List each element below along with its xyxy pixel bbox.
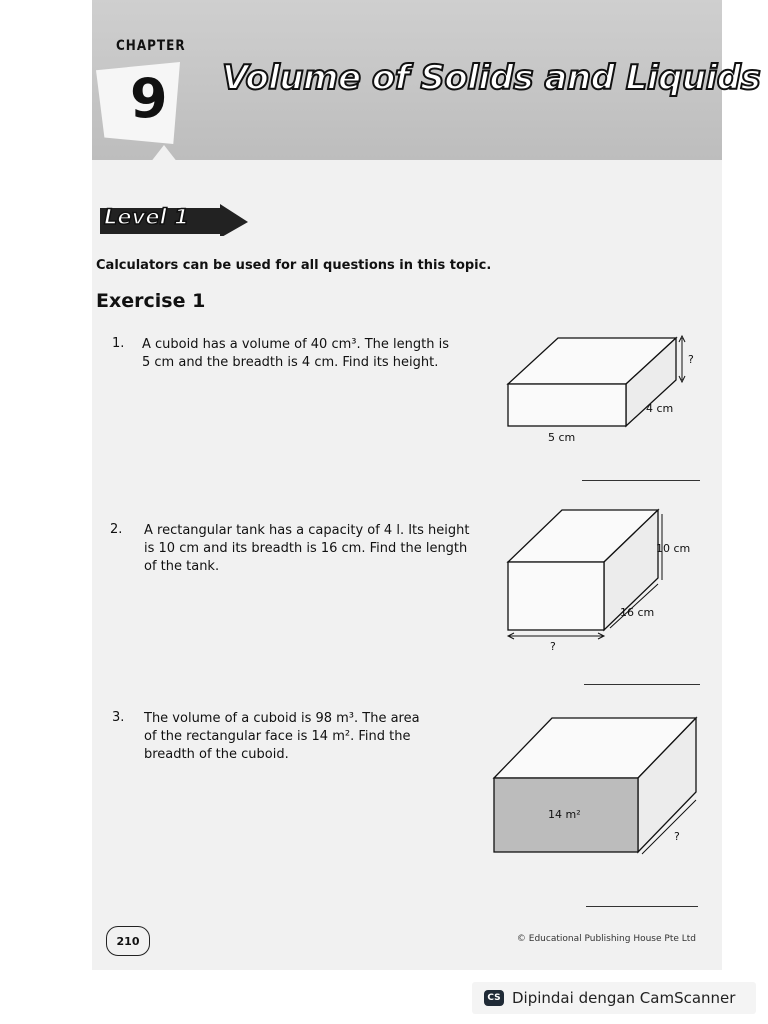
question-2-breadth-label: 16 cm bbox=[620, 606, 655, 619]
question-1-answer-line bbox=[582, 480, 700, 481]
question-3-text bbox=[144, 710, 420, 764]
question-2-text bbox=[144, 522, 469, 576]
question-1-length-label: 5 cm bbox=[548, 431, 576, 444]
question-2-tank-diagram bbox=[498, 504, 708, 656]
question-1-text bbox=[142, 336, 449, 372]
page-number: 210 bbox=[106, 926, 150, 956]
question-1-height-label: ? bbox=[688, 353, 694, 366]
chapter-title: Volume of Solids and Liquids bbox=[222, 58, 761, 98]
question-2-height-label: 10 cm bbox=[656, 542, 691, 555]
camscanner-watermark bbox=[472, 982, 756, 1014]
question-2-length-label: ? bbox=[550, 640, 556, 653]
question-3-line-3: breadth of the cuboid. bbox=[144, 747, 289, 762]
question-1-number: 1. bbox=[112, 336, 125, 351]
camscanner-text: Dipindai dengan CamScanner bbox=[512, 989, 736, 1007]
question-1-breadth-label: 4 cm bbox=[646, 402, 674, 415]
question-3-cuboid-diagram bbox=[488, 712, 708, 862]
question-3-line-2: of the rectangular face is 14 m². Find the bbox=[144, 729, 411, 744]
question-3-line-1: The volume of a cuboid is 98 m³. The area bbox=[144, 711, 420, 726]
question-3-face-area-label: 14 m² bbox=[548, 808, 581, 821]
question-1-line-2: 5 cm and the breadth is 4 cm. Find its height. bbox=[142, 355, 439, 370]
question-3-answer-line bbox=[586, 906, 698, 907]
question-2-line-2: is 10 cm and its breadth is 16 cm. Find the length bbox=[144, 541, 468, 556]
calculator-note: Calculators can be used for all questions in this topic. bbox=[96, 258, 492, 273]
question-1-line-1: A cuboid has a volume of 40 cm³. The length is bbox=[142, 337, 450, 352]
question-2-line-1: A rectangular tank has a capacity of 4 l. Its height bbox=[144, 523, 470, 538]
level-label: Level 1 bbox=[104, 205, 189, 229]
worksheet-page bbox=[92, 0, 761, 970]
chapter-number: 9 bbox=[130, 67, 168, 130]
camscanner-icon: CS bbox=[484, 990, 504, 1006]
question-1-cuboid-diagram bbox=[492, 330, 702, 450]
chapter-notch bbox=[150, 145, 178, 163]
question-2-line-3: of the tank. bbox=[144, 559, 220, 574]
copyright-notice: © Educational Publishing House Pte Ltd bbox=[516, 934, 696, 944]
question-2-number: 2. bbox=[110, 522, 123, 537]
question-3-number: 3. bbox=[112, 710, 125, 725]
question-3-breadth-label: ? bbox=[674, 830, 680, 843]
question-2-answer-line bbox=[584, 684, 700, 685]
chapter-label: CHAPTER bbox=[116, 36, 186, 54]
exercise-title: Exercise 1 bbox=[96, 290, 206, 312]
